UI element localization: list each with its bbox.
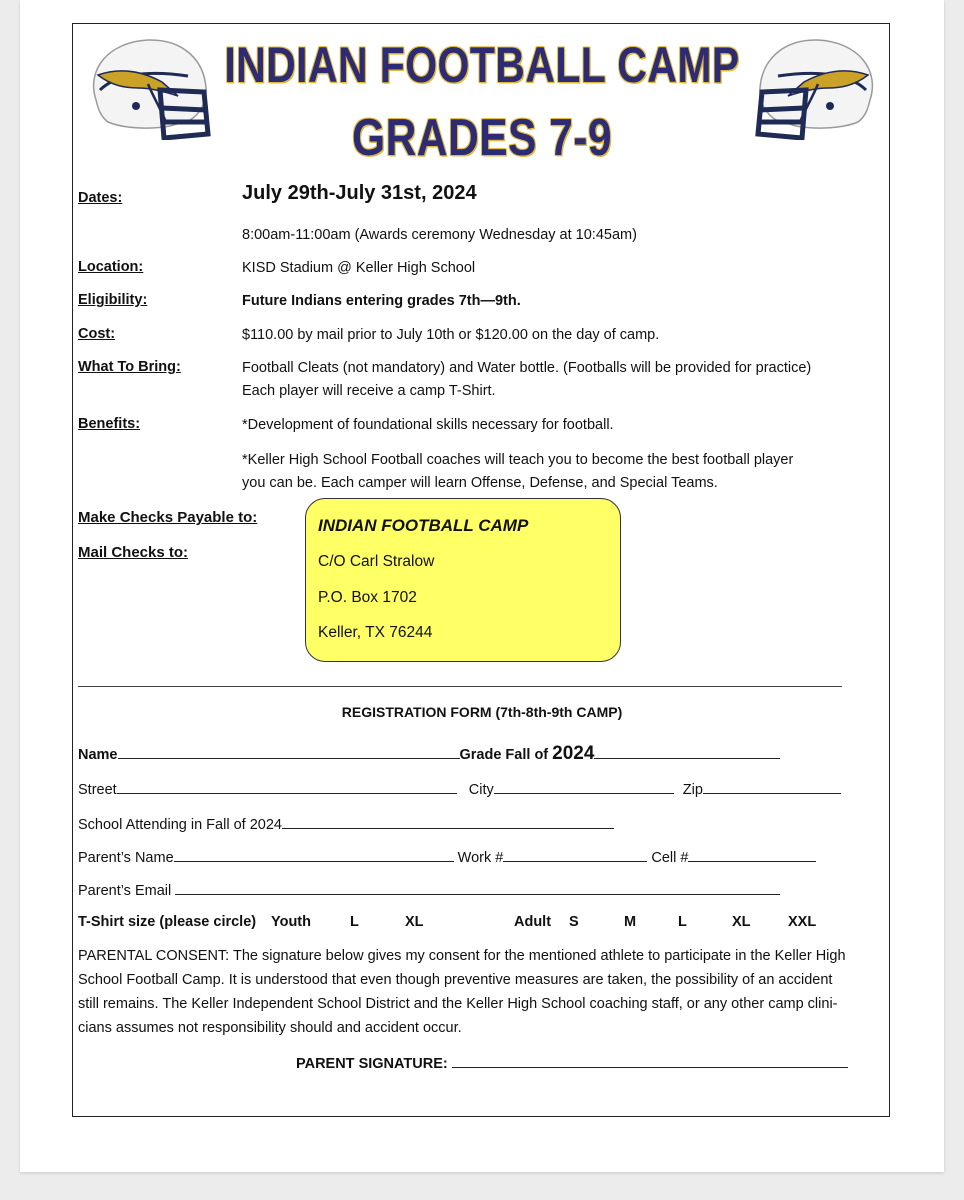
parent-row <box>78 848 816 866</box>
registration-heading: REGISTRATION FORM (7th-8th-9th CAMP) <box>341 704 623 720</box>
time-value: 8:00am-11:00am (Awards ceremony Wednesday at 10:45am) <box>242 227 637 243</box>
adult-size-xl[interactable]: XL <box>732 914 751 930</box>
zip-label: Zip <box>682 782 703 798</box>
payable-label: Make Checks Payable to: <box>78 509 258 526</box>
city-field[interactable] <box>494 780 674 794</box>
youth-label: Youth <box>271 914 311 930</box>
address-box: P.O. Box 1702 <box>318 589 417 606</box>
eligibility-label: Eligibility: <box>78 292 148 308</box>
school-row <box>78 815 614 833</box>
consent-line-4: cians assumes not responsibility should and accident occur. <box>78 1020 462 1036</box>
signature-field[interactable] <box>452 1054 848 1068</box>
email-row <box>78 881 780 899</box>
address-co: C/O Carl Stralow <box>318 553 435 570</box>
street-label: Street <box>78 782 117 798</box>
section-divider <box>78 686 842 687</box>
youth-size-xl[interactable]: XL <box>405 914 424 930</box>
bring-label: What To Bring: <box>78 359 181 375</box>
address-city: Keller, TX 76244 <box>318 624 433 641</box>
bring-line-1: Football Cleats (not mandatory) and Water bottle. (Footballs will be provided for practice) <box>242 360 812 376</box>
address-row <box>78 780 841 798</box>
grade-label: Grade Fall of <box>459 747 549 763</box>
page-subtitle: GRADES 7-9 <box>351 109 612 167</box>
cell-field[interactable] <box>688 848 816 862</box>
location-label: Location: <box>78 259 144 275</box>
parent-email-label: Parent’s Email <box>78 883 172 899</box>
school-label: School Attending in Fall of 2024 <box>78 817 282 833</box>
benefit-2-line-2: you can be. Each camper will learn Offense, Defense, and Special Teams. <box>242 475 718 491</box>
adult-size-l[interactable]: L <box>678 914 687 930</box>
consent-line-2: School Football Camp. It is understood that even though preventive measures are taken, the possibility of an accident <box>78 972 833 988</box>
signature-row <box>296 1054 848 1072</box>
name-field[interactable] <box>118 745 460 759</box>
address-name: INDIAN FOOTBALL CAMP <box>318 516 529 535</box>
youth-size-l[interactable]: L <box>350 914 359 930</box>
dates-value: July 29th-July 31st, 2024 <box>242 182 477 204</box>
cost-label: Cost: <box>78 326 116 342</box>
cell-label: Cell # <box>651 850 689 866</box>
adult-size-m[interactable]: M <box>624 914 637 930</box>
tshirt-label: T-Shirt size (please circle) <box>78 914 257 930</box>
benefits-label: Benefits: <box>78 416 141 432</box>
eligibility-value: Future Indians entering grades 7th—9th. <box>242 293 521 309</box>
consent-line-1: PARENTAL CONSENT: The signature below gives my consent for the mentioned athlete to participate in the Keller High <box>78 948 846 964</box>
page-title: INDIAN FOOTBALL CAMP <box>224 37 740 93</box>
grade-field[interactable] <box>594 745 780 759</box>
location-value: KISD Stadium @ Keller High School <box>242 260 476 276</box>
consent-line-3: still remains. The Keller Independent School District and the Keller High School coaching staff, or any other camp clini- <box>78 996 838 1012</box>
adult-label: Adult <box>514 914 552 930</box>
parent-name-label: Parent’s Name <box>78 850 174 866</box>
adult-size-xxl[interactable]: XXL <box>788 914 817 930</box>
mail-label: Mail Checks to: <box>78 544 189 561</box>
city-label: City <box>468 782 494 798</box>
dates-label: Dates: <box>78 190 123 206</box>
grade-year: 2024 <box>552 743 595 764</box>
cost-value: $110.00 by mail prior to July 10th or $120.00 on the day of camp. <box>242 327 660 343</box>
work-label: Work # <box>457 850 504 866</box>
benefit-2-line-1: *Keller High School Football coaches will teach you to become the best football player <box>242 452 794 468</box>
zip-field[interactable] <box>703 780 841 794</box>
name-row <box>78 743 780 765</box>
name-label: Name <box>78 747 118 763</box>
adult-size-s[interactable]: S <box>569 914 579 930</box>
work-field[interactable] <box>503 848 647 862</box>
parent-name-field[interactable] <box>174 848 454 862</box>
bring-line-2: Each player will receive a camp T-Shirt. <box>242 383 496 399</box>
parent-email-field[interactable] <box>175 881 780 895</box>
street-field[interactable] <box>117 780 457 794</box>
signature-label: PARENT SIGNATURE: <box>296 1056 448 1072</box>
benefit-1: *Development of foundational skills necessary for football. <box>242 417 614 433</box>
school-field[interactable] <box>282 815 614 829</box>
